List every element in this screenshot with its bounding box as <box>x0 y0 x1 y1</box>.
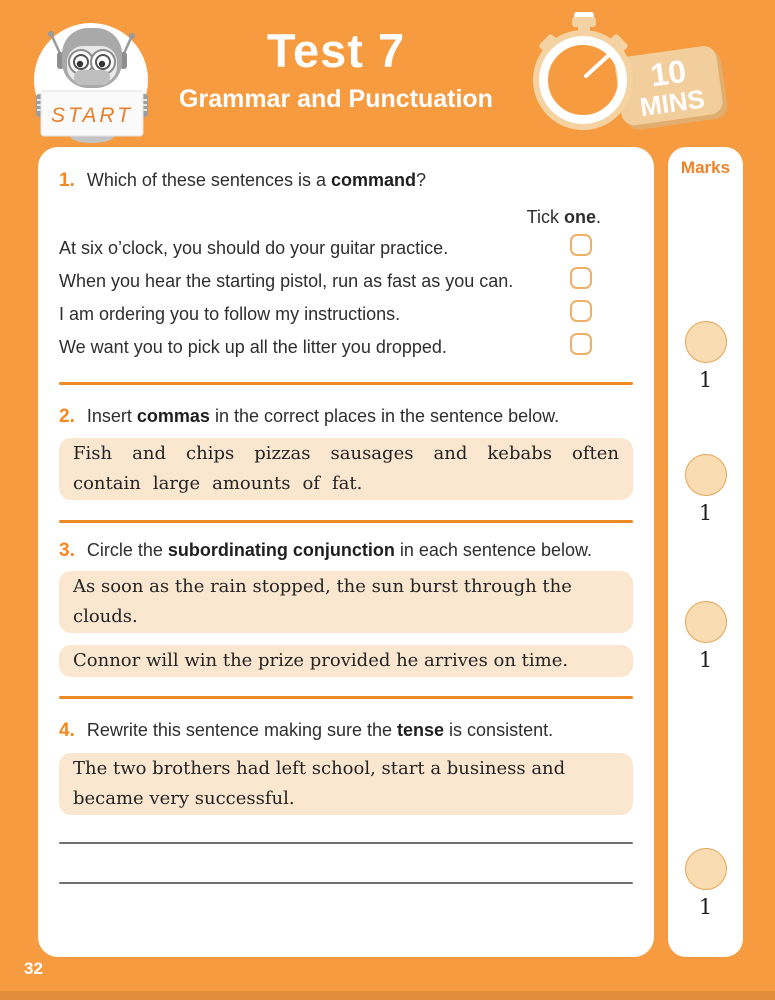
mark-slot-4 <box>668 848 743 919</box>
page-edge-strip <box>0 991 775 1000</box>
mark-slot-1 <box>668 321 743 392</box>
question-3-prompt: 3. Circle the subordinating conjunction in each sentence below. <box>59 540 593 561</box>
page-header <box>0 0 775 147</box>
option-text: I am ordering you to follow my instructions. <box>59 304 401 324</box>
tick-checkbox[interactable] <box>570 267 592 289</box>
stopwatch-icon <box>520 6 770 142</box>
option-row <box>59 232 633 265</box>
question-card <box>38 147 654 957</box>
mark-circle[interactable] <box>685 848 727 890</box>
option-text: When you hear the starting pistol, run as fast as you can. <box>59 271 514 291</box>
start-sign-label: START <box>51 104 133 127</box>
page-subtitle: Grammar and Punctuation <box>179 85 493 113</box>
question-3-number: 3. <box>59 540 75 561</box>
mark-slot-2 <box>668 454 743 525</box>
mark-value: 1 <box>698 501 713 525</box>
page-title: Test 7 <box>266 24 406 77</box>
marks-header: Marks <box>680 158 731 177</box>
option-text: We want you to pick up all the litter you dropped. <box>59 337 447 357</box>
tick-checkbox[interactable] <box>570 300 592 322</box>
question-1-prompt: 1. Which of these sentences is a command? <box>59 170 427 191</box>
question-3-sentence-box-2[interactable]: Connor will win the prize provided he arrives on time. <box>59 645 633 677</box>
robot-mascot <box>25 4 160 144</box>
timer-graphic <box>520 6 770 142</box>
answer-line[interactable] <box>59 882 633 884</box>
question-4-number: 4. <box>59 720 75 741</box>
answer-line[interactable] <box>59 842 633 844</box>
option-text: At six o’clock, you should do your guitar practice. <box>59 238 449 258</box>
title-block <box>146 26 526 114</box>
page-number: 32 <box>24 959 43 978</box>
mark-circle[interactable] <box>685 321 727 363</box>
question-3-sentence-box-1[interactable]: As soon as the rain stopped, the sun burst through the clouds. <box>59 571 633 633</box>
question-1-number: 1. <box>59 170 75 191</box>
mark-value: 1 <box>698 368 713 392</box>
option-row <box>59 331 633 364</box>
question-divider <box>59 520 633 523</box>
mark-circle[interactable] <box>685 601 727 643</box>
option-row <box>59 265 633 298</box>
question-2-sentence-box[interactable]: Fish and chips pizzas sausages and kebabs often contain large amounts of fat. <box>59 438 633 500</box>
timer-unit: MINS <box>638 83 707 123</box>
question-4-sentence-box: The two brothers had left school, start a business and became very successful. <box>59 753 633 815</box>
question-2-number: 2. <box>59 406 75 427</box>
tick-checkbox[interactable] <box>570 234 592 256</box>
tick-one-instruction: Tick one. <box>526 207 601 227</box>
question-divider <box>59 696 633 699</box>
question-2-prompt: 2. Insert commas in the correct places in the sentence below. <box>59 406 560 427</box>
tick-checkbox[interactable] <box>570 333 592 355</box>
robot-mascot-icon <box>25 4 160 144</box>
question-divider <box>59 382 633 385</box>
option-row <box>59 298 633 331</box>
mark-value: 1 <box>698 895 713 919</box>
mark-circle[interactable] <box>685 454 727 496</box>
marks-column <box>668 147 743 957</box>
question-4-prompt: 4. Rewrite this sentence making sure the tense is consistent. <box>59 720 554 741</box>
mark-slot-3 <box>668 601 743 672</box>
timer-value: 10 <box>648 52 689 94</box>
question-1-options <box>59 232 633 364</box>
mark-value: 1 <box>698 648 713 672</box>
